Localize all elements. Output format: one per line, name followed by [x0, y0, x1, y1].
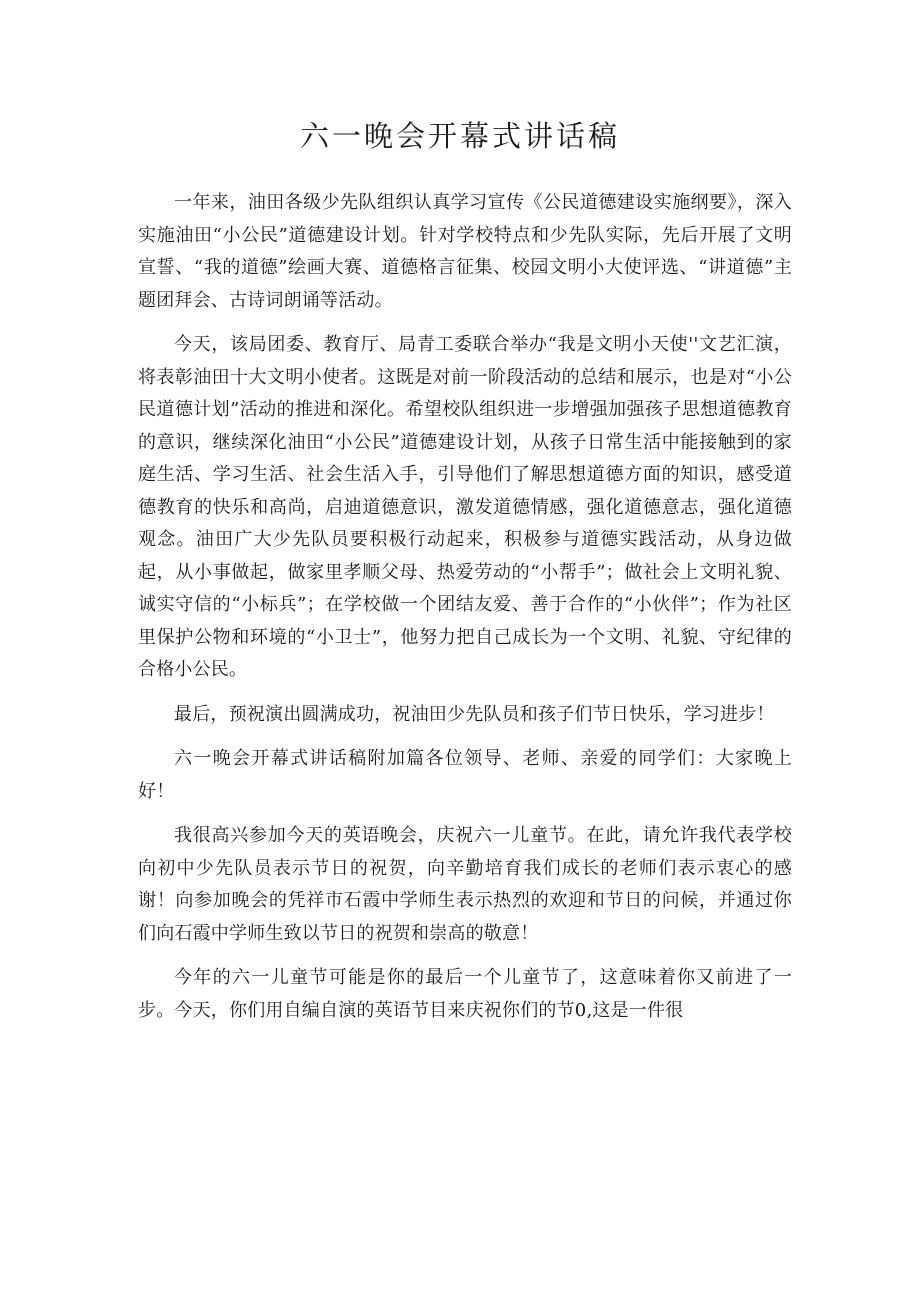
- document-title: 六一晚会开幕式讲话稿: [299, 119, 620, 153]
- paragraph-4: 六一晚会开幕式讲话稿附加篇各位领导、老师、亲爱的同学们：大家晚上好！: [138, 748, 792, 802]
- paragraph-5: 我很高兴参加今天的英语晚会，庆祝六一儿童节。在此，请允许我代表学校向初中少先队员表示节日的祝贺，向辛勤培育我们成长的老师们表示衷心的感谢！向参加晚会的凭祥市石霞中学师生表示热烈的欢迎和节日的问候，并通过你们向石霞中学师生致以节日的祝贺和崇高的敬意！: [138, 825, 792, 944]
- paragraph-6: 今年的六一儿童节可能是你的最后一个儿童节了，这意味着你又前进了一步。今天，你们用自编自演的英语节目来庆祝你们的节0,这是一件很: [138, 967, 792, 1021]
- paragraph-3: 最后，预祝演出圆满成功，祝油田少先队员和孩子们节日快乐，学习进步！: [174, 703, 775, 725]
- paragraph-1: 一年来，油田各级少先队组织认真学习宣传《公民道德建设实施纲要》，深入实施油田“小公民”道德建设计划。针对学校特点和少先队实际，先后开展了文明宣誓、“我的道德”绘画大赛、道德格言征集、校园文明小大使评选、“讲道德”主题团拜会、古诗词朗诵等活动。: [138, 192, 792, 311]
- document-body: [138, 187, 792, 1039]
- paragraph-2: 今天，该局团委、教育厅、局青工委联合举办“我是文明小天使''文艺汇演，将表彰油田十大文明小使者。这既是对前一阶段活动的总结和展示，也是对“小公民道德计划”活动的推进和深化。希望校队组织进一步增强加强孩子思想道德教育的意识，继续深化油田“小公民”道德建设计划，从孩子日常生活中能接触到的家庭生活、学习生活、社会生活入手，引导他们了解思想道德方面的知识，感受道德教育的快乐和高尚，启迪道德意识，激发道德情感，强化道德意志，强化道德观念。油田广大少先队员要积极行动起来，积极参与道德实践活动，从身边做起，从小事做起，做家里孝顺父母、热爱劳动的“小帮手”；做社会上文明礼貌、诚实守信的“小标兵”；在学校做一个团结友爱、善于合作的“小伙伴”；作为社区里保护公物和环境的“小卫士”，他努力把自己成长为一个文明、礼貌、守纪律的合格小公民。: [138, 334, 792, 680]
